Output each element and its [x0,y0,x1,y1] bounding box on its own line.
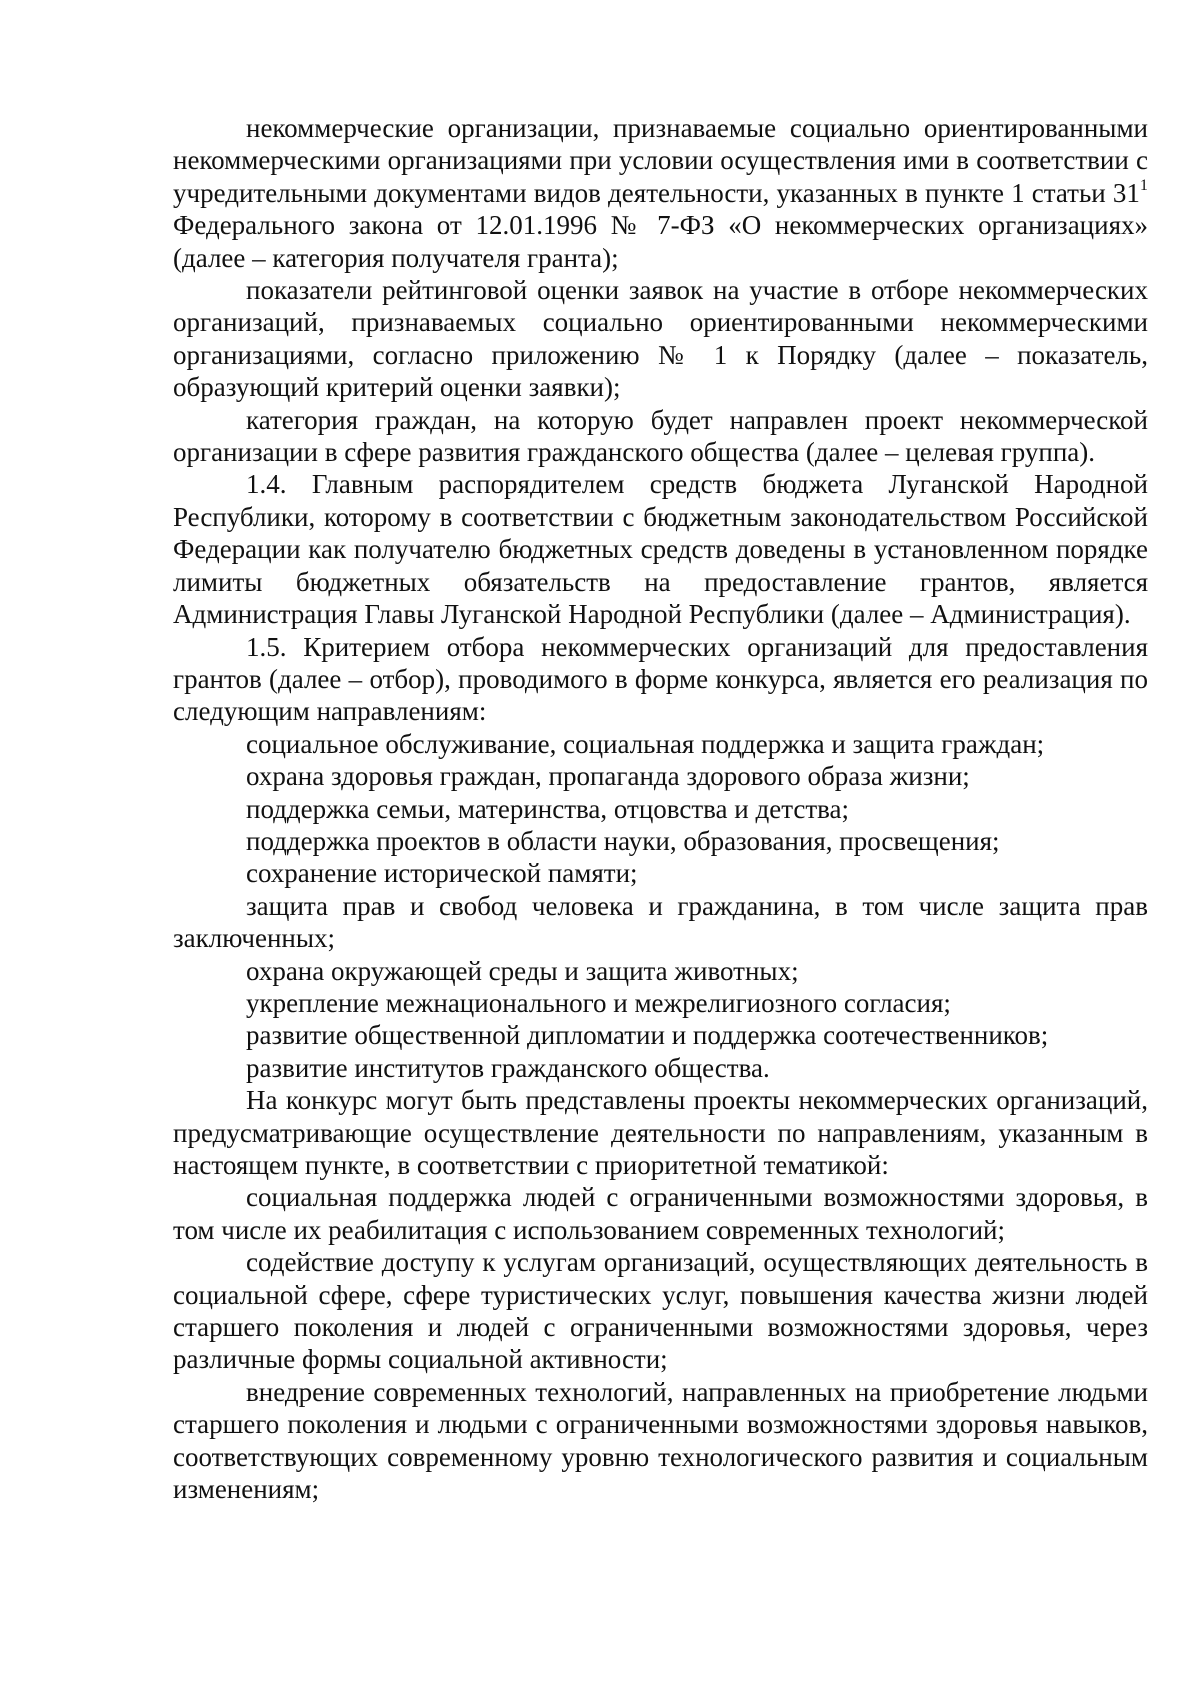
list-item-direction: развитие общественной дипломатии и поддержка соотечественников; [246,1020,1049,1051]
list-item-direction: поддержка проектов в области науки, образования, просвещения; [246,825,1000,856]
list-item-priority-topic: социальная поддержка людей с ограниченными возможностями здоровья, в том числе их реабилитация с использованием современных технологий; [173,1182,1148,1245]
document-body [173,112,1148,1505]
list-item-priority-topic: внедрение современных технологий, направленных на приобретение людьми старшего поколения и людьми с ограниченными возможностями здоровья навыков, соответствующих современному уровню технологического развития и социальным изменениям; [173,1376,1148,1505]
paragraph-clause-1-4: 1.4. Главным распорядителем средств бюджета Луганской Народной Республики, которому в соответствии с бюджетным законодательством Российской Федерации как получателю бюджетных средств доведены в установленном порядке лимиты бюджетных обязательств на предоставление грантов, является Администрация Главы Луганской Народной Республики (далее – Администрация). [173,469,1148,630]
list-item-direction: развитие институтов гражданского общества. [246,1052,770,1083]
paragraph-text: Федерального закона от 12.01.1996 № 7-ФЗ «О некоммерческих организациях» (далее – категория получателя гранта); [173,210,1148,273]
paragraph-target-group: категория граждан, на которую будет направлен проект некоммерческой организации в сфере развития гражданского общества (далее – целевая группа). [173,404,1148,468]
paragraph-clause-1-5: 1.5. Критерием отбора некоммерческих организаций для предоставления грантов (далее – отбор), проводимого в форме конкурса, является его реализация по следующим направлениям: [173,631,1148,727]
superscript-article-index: 1 [1139,175,1148,194]
list-item-direction: сохранение исторической памяти; [246,858,638,889]
list-item-direction: охрана окружающей среды и защита животных; [246,955,799,986]
paragraph-contest-projects: На конкурс могут быть представлены проекты некоммерческих организаций, предусматривающие осуществление деятельности по направлениям, указанным в настоящем пункте, в соответствии с приоритетной тематикой: [173,1085,1148,1180]
list-item-direction: защита прав и свобод человека и гражданина, в том числе защита прав заключенных; [173,890,1148,954]
list-item-direction: социальное обслуживание, социальная поддержка и защита граждан; [246,728,1045,759]
list-item-direction: укрепление межнационального и межрелигиозного согласия; [246,987,951,1018]
paragraph-text: некоммерческие организации, признаваемые социально ориентированными некоммерческими организациями при условии осуществления ими в соответствии с учредительными документами видов деятельности, указанных в пункте 1 статьи 31 [173,113,1148,208]
paragraph-rating-indicators: показатели рейтинговой оценки заявок на участие в отборе некоммерческих организаций, признаваемых социально ориентированными некоммерческими организациями, согласно приложению № 1 к Порядку (далее – показатель, образующий критерий оценки заявки); [173,275,1148,403]
list-item-direction: поддержка семьи, материнства, отцовства и детства; [246,793,850,824]
list-item-priority-topic: содействие доступу к услугам организаций, осуществляющих деятельность в социальной сфере, сфере туристических услуг, повышения качества жизни людей старшего поколения и людей с ограниченными возможностями здоровья, через различные формы социальной активности; [173,1247,1148,1375]
paragraph-grant-recipient-category [173,112,1148,274]
list-item-direction: охрана здоровья граждан, пропаганда здорового образа жизни; [246,761,970,792]
